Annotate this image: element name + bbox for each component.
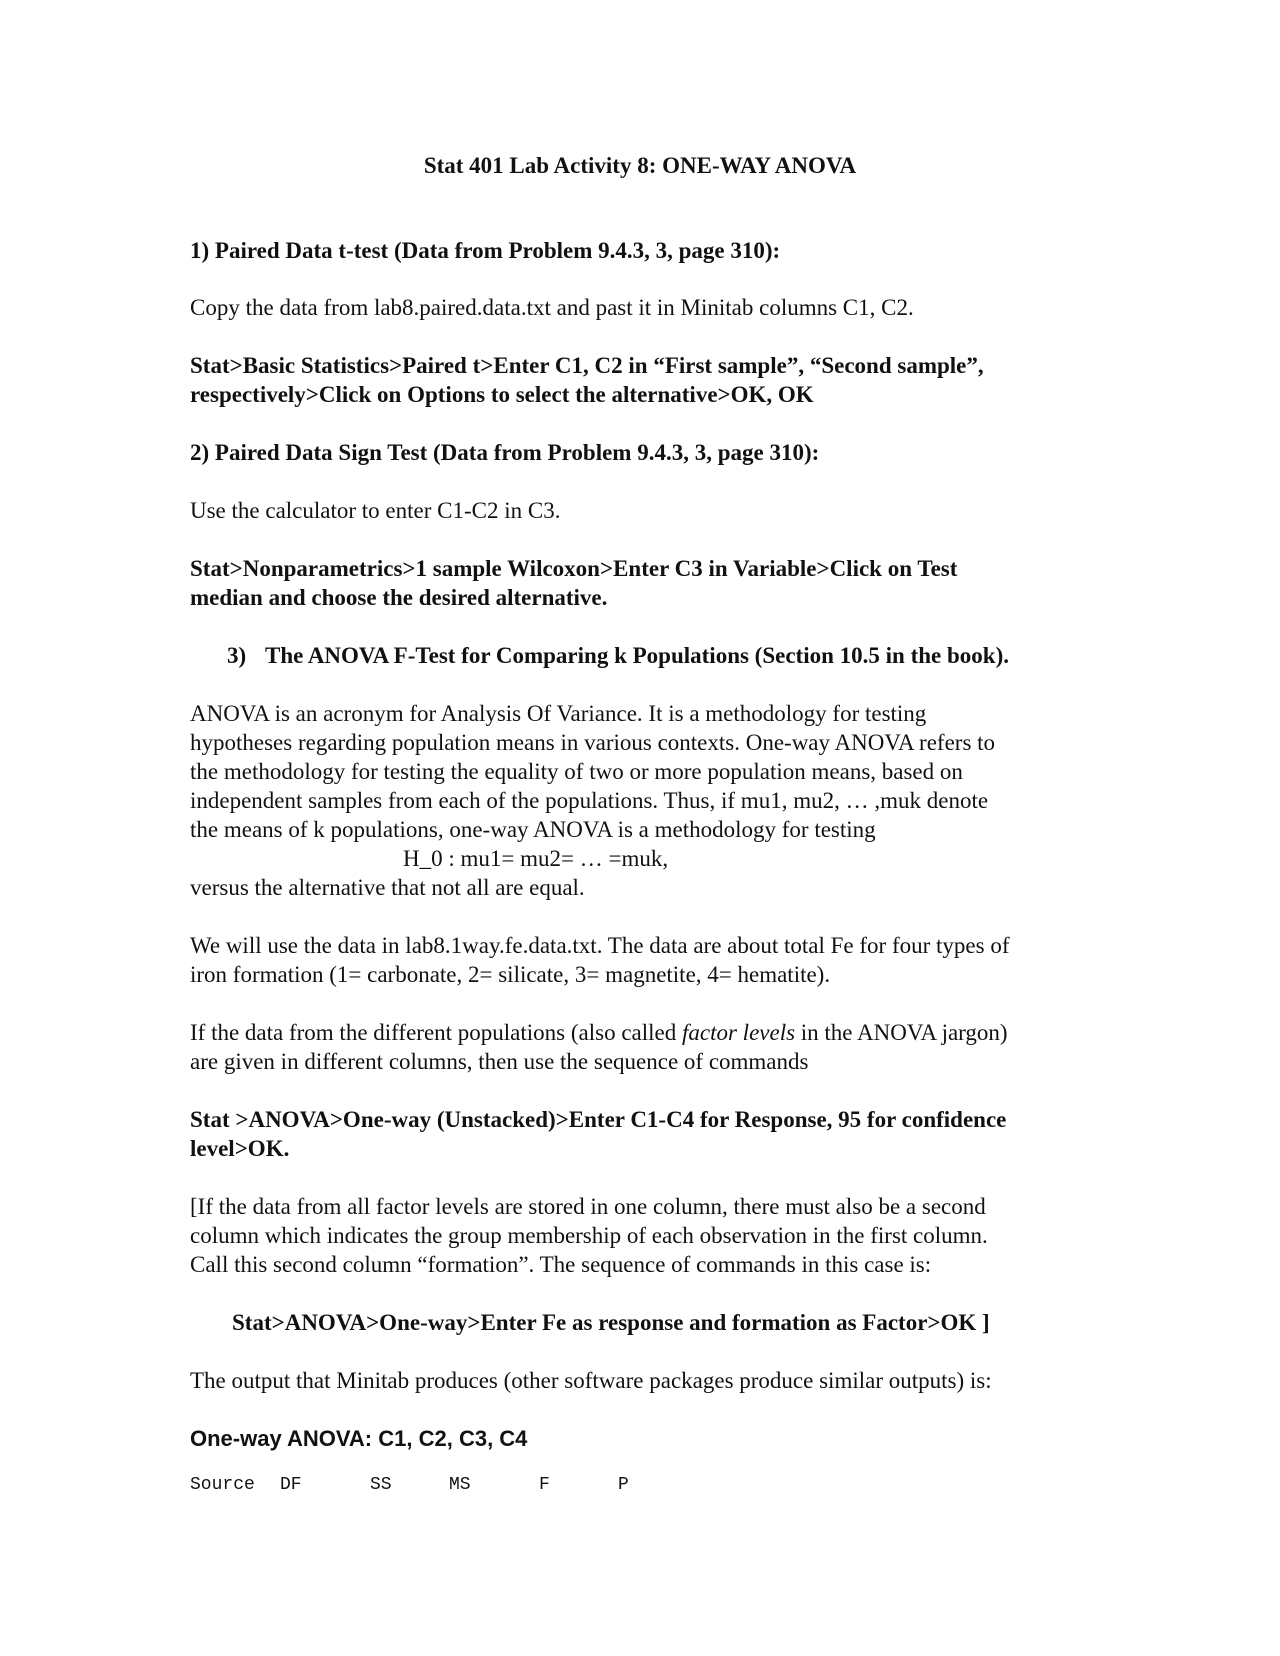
para4-line: column which indicates the group membership of each observation in the first column.: [190, 1223, 988, 1248]
section3-number: 3): [227, 643, 247, 668]
section1-command-line1: Stat>Basic Statistics>Paired t>Enter C1, C2 in “First sample”, “Second sample”,: [190, 353, 984, 378]
para1-line: the means of k populations, one-way ANOVA is a methodology for testing: [190, 817, 876, 842]
para1-line: the methodology for testing the equality of two or more population means, based on: [190, 759, 963, 784]
para1-end: versus the alternative that not all are equal.: [190, 875, 585, 900]
para3-line1: [190, 1019, 1008, 1047]
table-header-f: F: [539, 1475, 550, 1495]
section2-command-line1: Stat>Nonparametrics>1 sample Wilcoxon>Enter C3 in Variable>Click on Test: [190, 556, 958, 581]
unstacked-command-line2: level>OK.: [190, 1136, 290, 1161]
section2-heading: 2) Paired Data Sign Test (Data from Problem 9.4.3, 3, page 310):: [190, 440, 820, 465]
para1-line: hypotheses regarding population means in various contexts. One-way ANOVA refers to: [190, 730, 996, 755]
para3-line1-post: in the ANOVA jargon): [795, 1020, 1008, 1045]
section3-heading: The ANOVA F-Test for Comparing k Populations (Section 10.5 in the book).: [265, 643, 1009, 668]
section1-heading: 1) Paired Data t-test (Data from Problem 9.4.3, 3, page 310):: [190, 238, 781, 263]
table-header-ss: SS: [370, 1475, 392, 1495]
para1-line: independent samples from each of the populations. Thus, if mu1, mu2, … ,muk denote: [190, 788, 989, 813]
output-intro: The output that Minitab produces (other software packages produce similar outputs) is:: [190, 1368, 992, 1393]
para3-line2: are given in different columns, then use the sequence of commands: [190, 1049, 809, 1074]
section2-text: Use the calculator to enter C1-C2 in C3.: [190, 498, 561, 523]
section2-command-line2: median and choose the desired alternative.: [190, 585, 608, 610]
para2-line: We will use the data in lab8.1way.fe.data.txt. The data are about total Fe for four types of: [190, 933, 1010, 958]
table-header-p: P: [618, 1475, 629, 1495]
para4-line: Call this second column “formation”. The sequence of commands in this case is:: [190, 1252, 932, 1277]
section1-text: Copy the data from lab8.paired.data.txt and past it in Minitab columns C1, C2.: [190, 295, 914, 320]
table-header-df: DF: [280, 1475, 302, 1495]
null-hypothesis: H_0 : mu1= mu2= … =muk,: [403, 846, 669, 871]
table-header-source: Source: [190, 1475, 255, 1495]
factor-levels-term: factor levels: [681, 1020, 796, 1045]
stacked-command: Stat>ANOVA>One-way>Enter Fe as response and formation as Factor>OK ]: [232, 1310, 990, 1335]
para1-line: ANOVA is an acronym for Analysis Of Variance. It is a methodology for testing: [190, 701, 927, 726]
unstacked-command-line1: Stat >ANOVA>One-way (Unstacked)>Enter C1-C4 for Response, 95 for confidence: [190, 1107, 1007, 1132]
section1-command-line2: respectively>Click on Options to select the alternative>OK, OK: [190, 382, 814, 407]
para4-line: [If the data from all factor levels are stored in one column, there must also be a second: [190, 1194, 986, 1219]
para3-line1-pre: If the data from the different populations (also called: [190, 1020, 682, 1045]
output-heading: One-way ANOVA: C1, C2, C3, C4: [190, 1426, 528, 1451]
document-title: Stat 401 Lab Activity 8: ONE-WAY ANOVA: [423, 153, 857, 178]
para2-line: iron formation (1= carbonate, 2= silicate, 3= magnetite, 4= hematite).: [190, 962, 831, 987]
table-header-ms: MS: [449, 1475, 471, 1495]
